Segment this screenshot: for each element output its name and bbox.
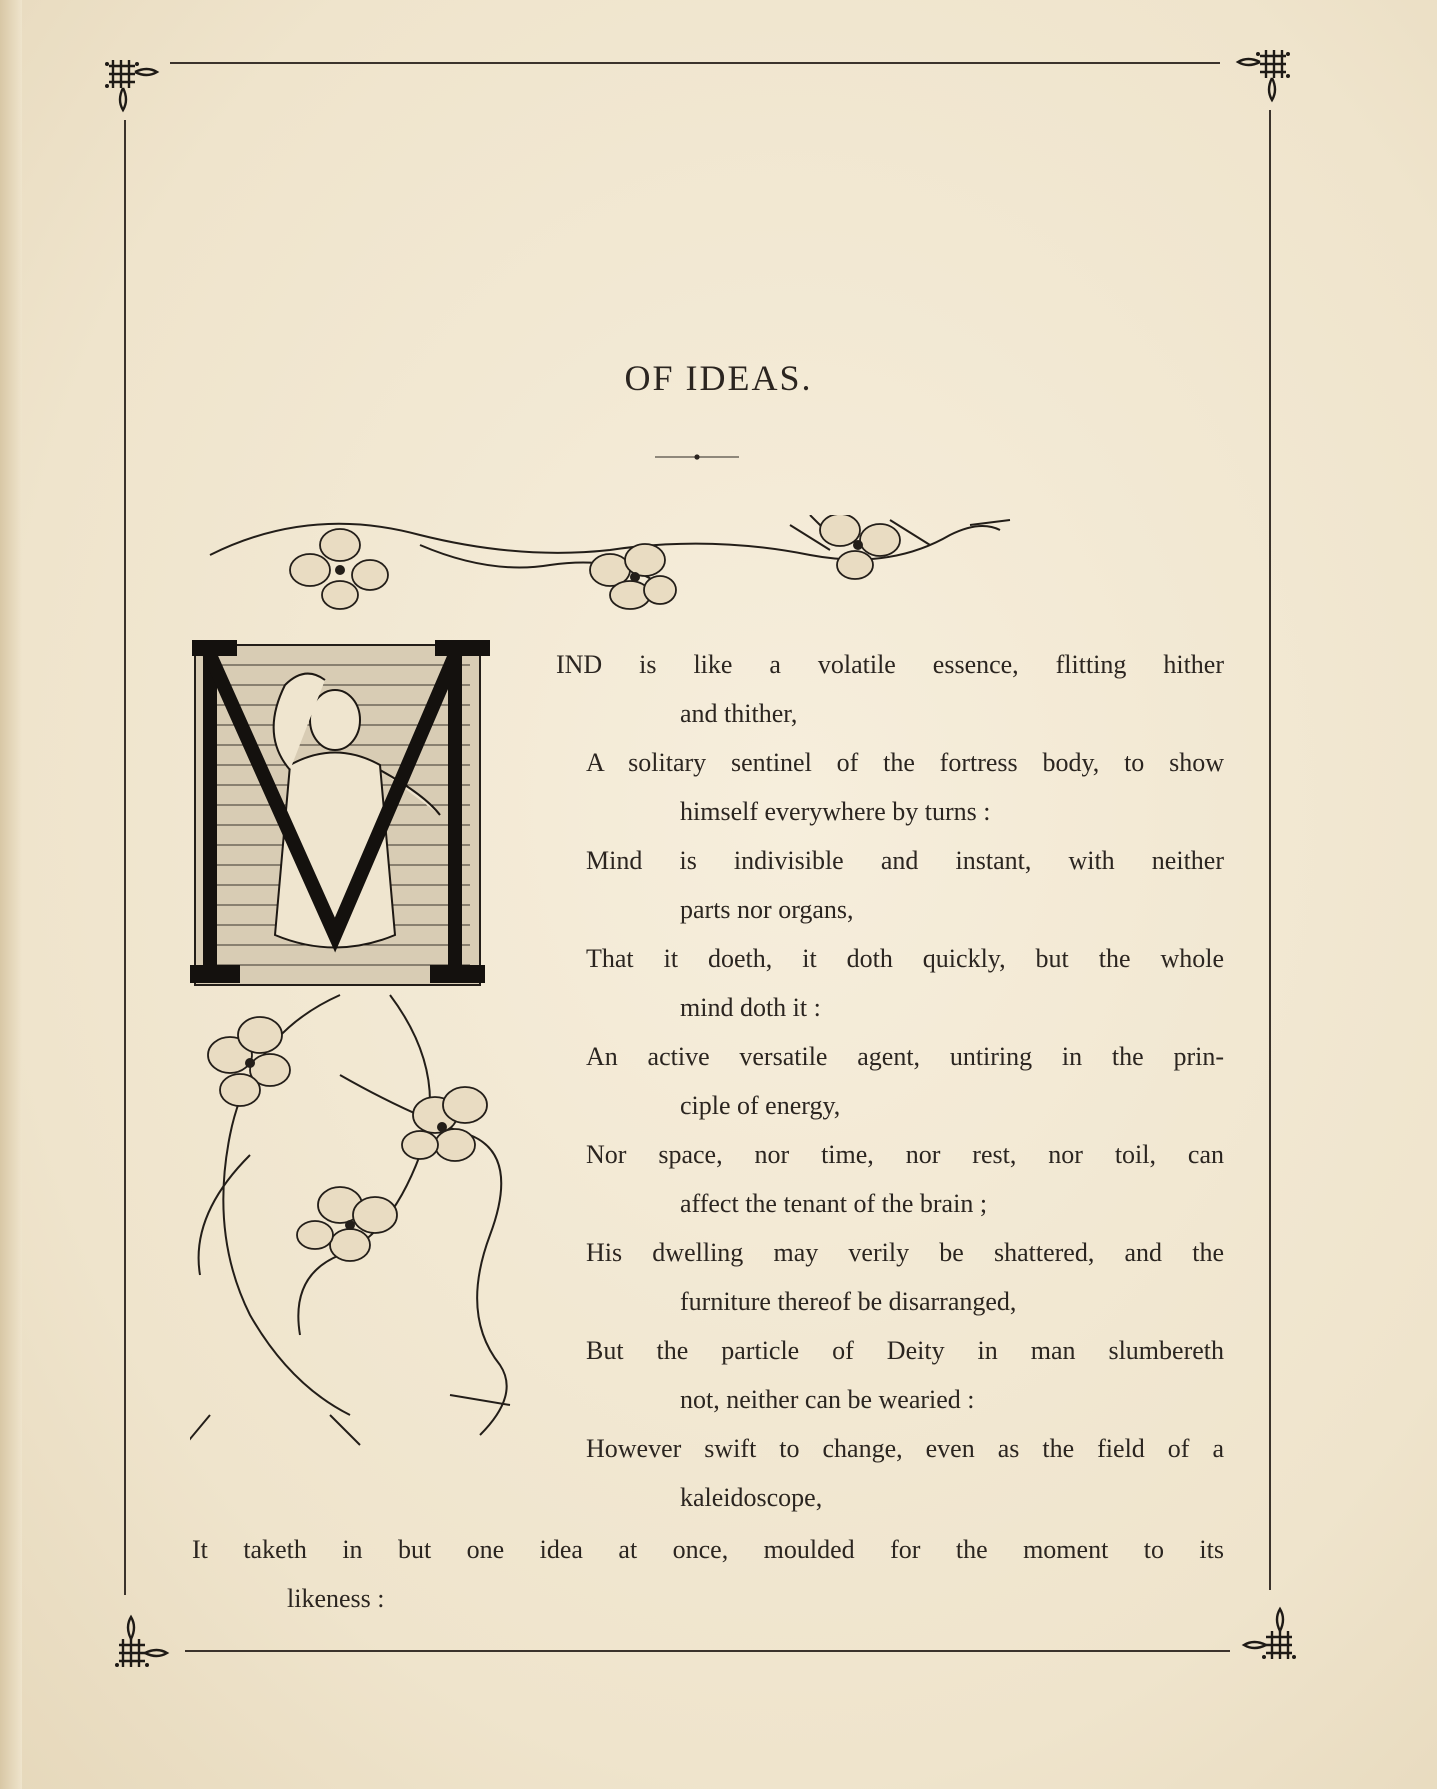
verse-line-continuation: not, neither can be wearied : bbox=[680, 1385, 975, 1414]
verse-line-continuation: kaleidoscope, bbox=[680, 1483, 823, 1512]
frame-left-line bbox=[124, 120, 126, 1595]
title-ornament-rule bbox=[655, 452, 739, 462]
verse-line-continuation: affect the tenant of the brain ; bbox=[680, 1189, 988, 1218]
verse-line: Mind is indivisible and instant, with neither bbox=[586, 846, 1224, 875]
corner-ornament-bottom-right bbox=[1220, 1585, 1310, 1675]
corner-ornament-top-left bbox=[95, 42, 185, 132]
verse-line-continuation: and thither, bbox=[680, 699, 798, 728]
verse-line-continuation: likeness : bbox=[287, 1584, 385, 1613]
verse-line: IND is like a volatile essence, flitting hither bbox=[556, 650, 1224, 679]
verse-line: An active versatile agent, untiring in the prin- bbox=[586, 1042, 1224, 1071]
frame-bottom-line bbox=[185, 1650, 1230, 1652]
verse-line: It taketh in but one idea at once, moulded for the moment to its bbox=[192, 1535, 1224, 1564]
page-title: OF IDEAS. bbox=[624, 358, 813, 398]
final-verse bbox=[192, 1525, 1224, 1623]
verse-line: His dwelling may verily be shattered, and the bbox=[586, 1238, 1224, 1267]
verse-block bbox=[556, 640, 1224, 1522]
verse-line: A solitary sentinel of the fortress body, to show bbox=[586, 748, 1224, 777]
corner-ornament-bottom-left bbox=[105, 1595, 195, 1685]
verse-line-continuation: mind doth it : bbox=[680, 993, 821, 1022]
flower-group-top bbox=[290, 515, 900, 609]
verse-line: Nor space, nor time, nor rest, nor toil, can bbox=[586, 1140, 1224, 1169]
verse-line-continuation: ciple of energy, bbox=[680, 1091, 841, 1120]
verse-line: That it doeth, it doth quickly, but the whole bbox=[586, 944, 1224, 973]
page-gutter bbox=[0, 0, 22, 1789]
frame-right-line bbox=[1269, 110, 1271, 1590]
verse-line-continuation: parts nor organs, bbox=[680, 895, 854, 924]
verse-line: But the particle of Deity in man slumbereth bbox=[586, 1336, 1224, 1365]
verse-line-continuation: furniture thereof be disarranged, bbox=[680, 1287, 1017, 1316]
frame-top-line bbox=[170, 62, 1220, 64]
corner-ornament-top-right bbox=[1210, 32, 1300, 122]
verse-line-continuation: himself everywhere by turns : bbox=[680, 797, 991, 826]
verse-line: However swift to change, even as the field of a bbox=[586, 1434, 1224, 1463]
